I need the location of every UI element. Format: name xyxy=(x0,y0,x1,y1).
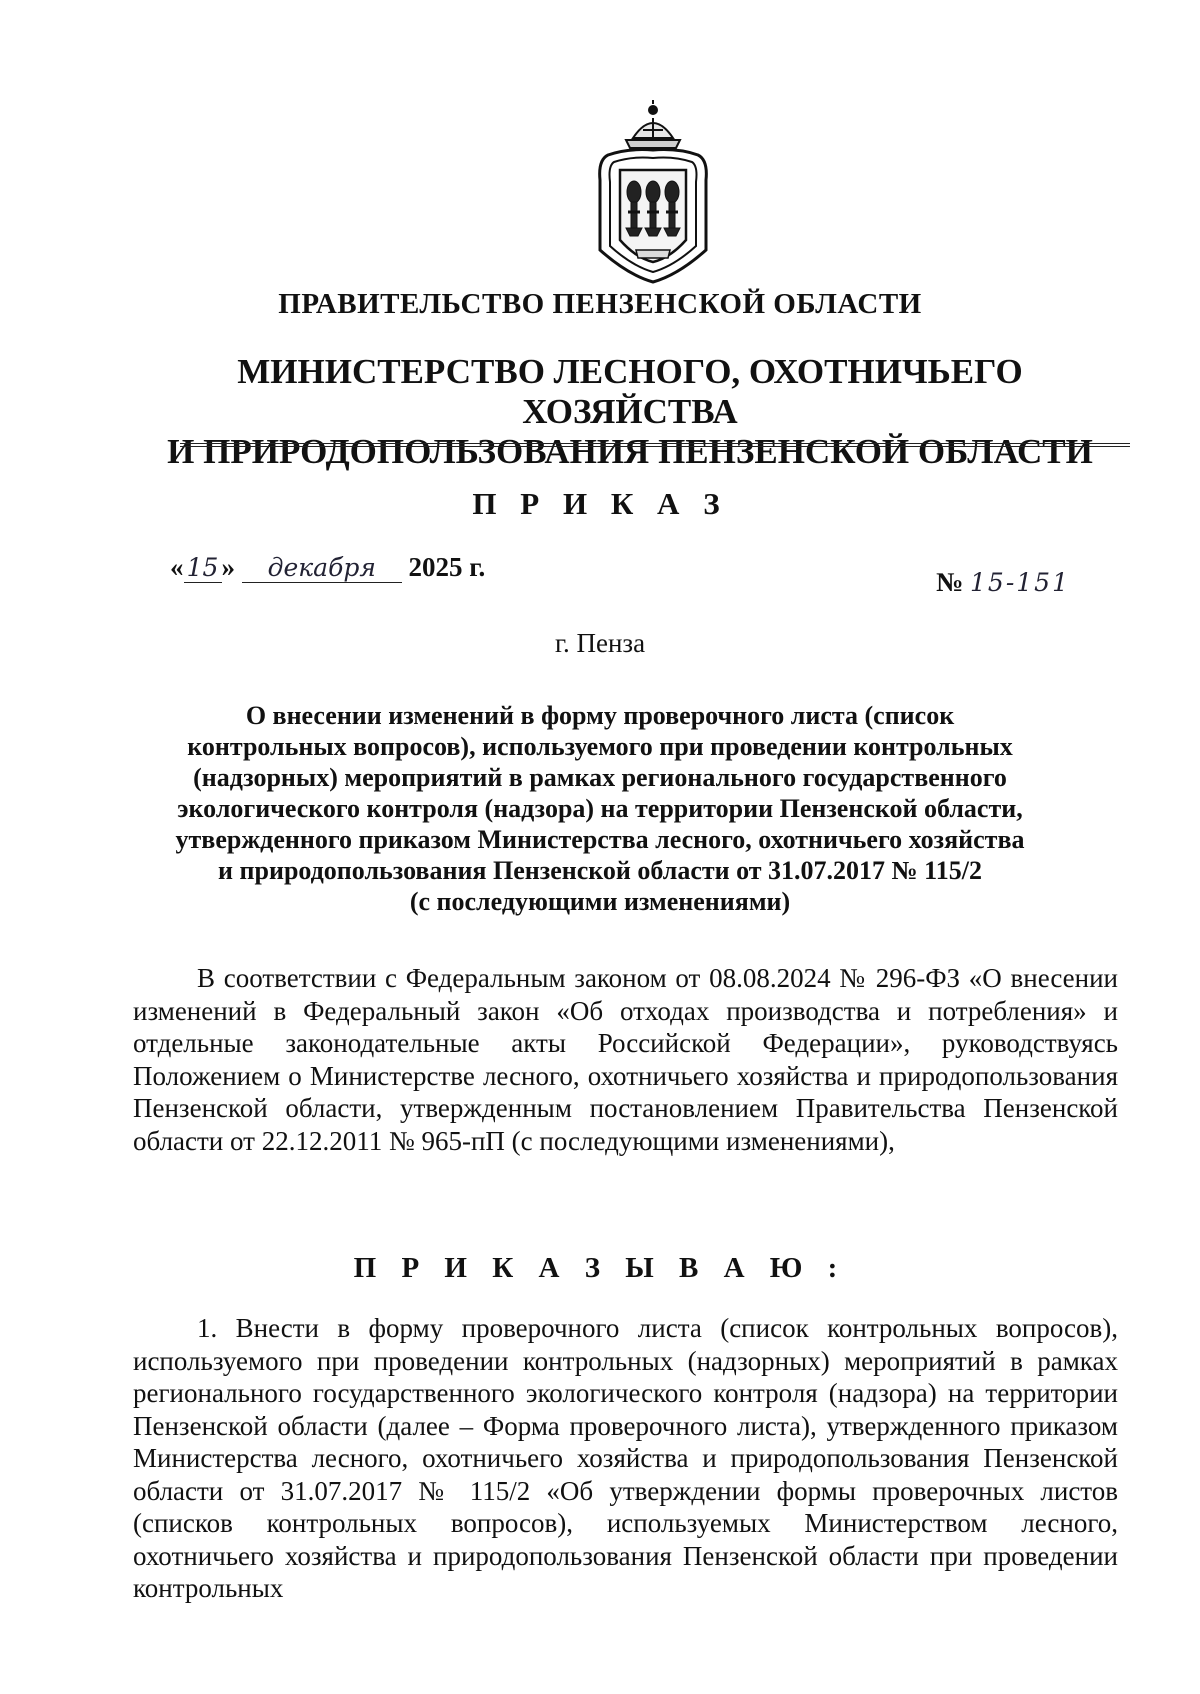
subject-line: экологического контроля (надзора) на территории Пензенской области, xyxy=(177,794,1023,823)
date-close-quote: » xyxy=(221,552,235,582)
coat-of-arms-penza-icon xyxy=(588,100,718,285)
document-number xyxy=(936,567,1070,598)
subject-line: контрольных вопросов), используемого при проведении контрольных xyxy=(187,732,1013,761)
number-value: 15-151 xyxy=(970,568,1070,597)
document-subject xyxy=(160,700,1040,917)
subject-line: и природопользования Пензенской области от 31.07.2017 № 115/2 xyxy=(218,856,982,885)
order-item-1: 1. Внести в форму проверочного листа (список контрольных вопросов), используемого при проведении контрольных (надзорных) мероприятий в рамках регионального государственного экологического контроля (надзора) на территории Пензенской области (далее – Форма проверочного листа), утвержденного приказом Министерства лесного, охотничьего хозяйства и природопользования Пензенской области от 31.07.2017 № 115/2 «Об утверждении формы проверочных листов (списков контрольных вопросов), используемых Министерством лесного, охотничьего хозяйства и природопользования Пензенской области при проведении контрольных xyxy=(133,1313,1118,1603)
date-year: 2025 г. xyxy=(408,552,486,582)
document-type: П Р И К А З xyxy=(472,486,728,521)
document-date xyxy=(170,552,485,583)
header-divider xyxy=(180,443,1130,444)
ministry-name-line-2: И ПРИРОДОПОЛЬЗОВАНИЯ ПЕНЗЕНСКОЙ ОБЛАСТИ xyxy=(167,432,1093,471)
subject-line: утвержденного приказом Министерства лесного, охотничьего хозяйства xyxy=(175,825,1025,854)
number-label: № xyxy=(936,567,964,597)
subject-line: (надзорных) мероприятий в рамках регионального государственного xyxy=(193,763,1007,792)
date-month: декабря xyxy=(242,553,402,583)
subject-line: О внесении изменений в форму проверочного листа (список xyxy=(245,701,955,730)
date-open-quote: « xyxy=(170,552,184,582)
header-divider-thin xyxy=(180,446,1130,447)
preamble-paragraph: В соответствии с Федеральным законом от 08.08.2024 № 296-ФЗ «О внесении изменений в Федеральный закон «Об отходах производства и потребления» и отдельные законодательные акты Российской Федерации», руководствуясь Положением о Министерстве лесного, охотничьего хозяйства и природопользования Пензенской области, утвержденным постановлением Правительства Пензенской области от 22.12.2011 № 965-пП (с последующими изменениями), xyxy=(133,963,1118,1156)
government-name: ПРАВИТЕЛЬСТВО ПЕНЗЕНСКОЙ ОБЛАСТИ xyxy=(278,288,922,320)
ministry-name xyxy=(150,352,1110,472)
subject-line: (с последующими изменениями) xyxy=(409,887,791,916)
order-word: П Р И К А З Ы В А Ю : xyxy=(353,1252,847,1284)
document-city: г. Пенза xyxy=(554,628,646,658)
date-day: 15 xyxy=(184,553,222,583)
ministry-name-line-1: МИНИСТЕРСТВО ЛЕСНОГО, ОХОТНИЧЬЕГО ХОЗЯЙСТВА xyxy=(237,352,1023,431)
